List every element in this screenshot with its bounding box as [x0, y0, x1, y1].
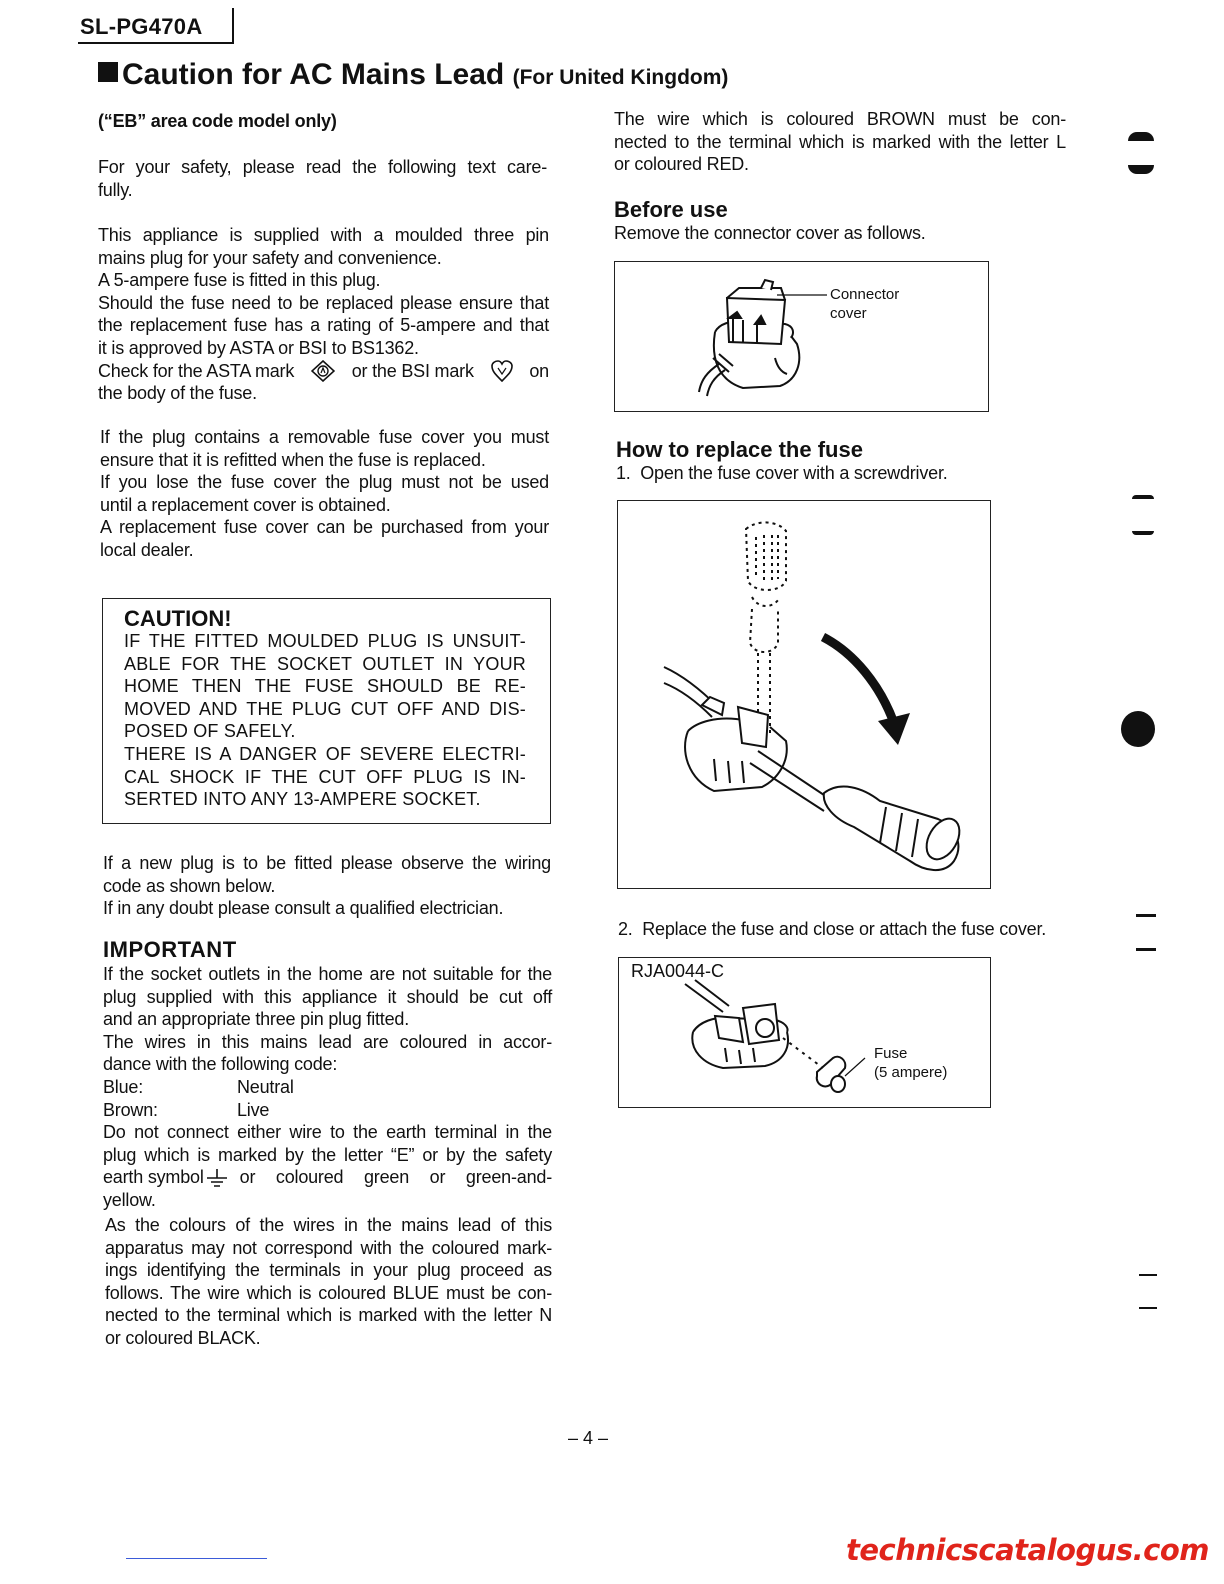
caution-line: SERTED INTO ANY 13-AMPERE SOCKET. — [124, 789, 481, 810]
caution-line: POSED OF SAFELY. — [124, 721, 296, 742]
earth-line: plug which is marked by the letter “E” or by the safety — [103, 1144, 552, 1165]
caution-line: CAL SHOCK IF THE CUT OFF PLUG IS IN- — [124, 766, 526, 787]
earth-symbol-icon — [204, 1167, 230, 1189]
colours-line: ings identifying the terminals in your plug proceed as — [105, 1260, 552, 1281]
important-line: dance with the following code: — [103, 1054, 338, 1075]
colours-line: nected to the terminal which is marked with the letter N — [105, 1305, 552, 1326]
edge-mark — [1128, 165, 1154, 174]
caution-line: THERE IS A DANGER OF SEVERE ELECTRI- — [124, 743, 526, 764]
edge-mark — [1139, 1307, 1157, 1309]
check-middle: or the BSI mark — [351, 360, 474, 381]
cover-line: A replacement fuse cover can be purchased from your — [100, 517, 549, 538]
wire-colour: Blue: — [103, 1076, 144, 1097]
cover-line: If the plug contains a removable fuse cover you must — [100, 427, 549, 447]
cover-line: local dealer. — [100, 539, 194, 560]
edge-mark — [1139, 1274, 1157, 1276]
check-marks-line — [98, 360, 549, 383]
caution-line: MOVED AND THE PLUG CUT OFF AND DIS- — [124, 698, 526, 719]
colours-line: or coloured BLACK. — [105, 1327, 261, 1348]
earth-end: yellow. — [103, 1189, 156, 1210]
title-main: Caution for AC Mains Lead — [122, 58, 505, 91]
earth-symbol-before: earth symbol — [103, 1167, 204, 1188]
wire-colour: Brown: — [103, 1099, 158, 1120]
earth-line: Do not connect either wire to the earth terminal in the — [103, 1122, 552, 1143]
replace-fuse-title: How to replace the fuse — [616, 437, 863, 462]
model-number: SL-PG470A — [80, 14, 203, 39]
safety-line: fully. — [98, 179, 133, 200]
figure-fuse — [618, 957, 991, 1108]
important-line: The wires in this mains lead are coloured in accor- — [103, 1031, 552, 1052]
check-before: Check for the ASTA mark — [98, 360, 295, 381]
edge-mark — [1132, 495, 1154, 499]
safety-line: For your safety, please read the following text care- — [98, 157, 547, 177]
supply-paragraph — [98, 224, 549, 405]
colours-line: apparatus may not correspond with the coloured mark- — [105, 1237, 552, 1258]
caution-line: HOME THEN THE FUSE SHOULD BE RE- — [124, 676, 526, 697]
brown-paragraph — [614, 108, 1066, 176]
cover-line: If you lose the fuse cover the plug must not be used — [100, 472, 549, 493]
fuse-label — [874, 1044, 947, 1082]
cover-line: ensure that it is refitted when the fuse is replaced. — [100, 449, 486, 470]
colours-paragraph — [105, 1214, 552, 1350]
footer-rule — [126, 1558, 267, 1559]
newplug-line: code as shown below. — [103, 875, 276, 896]
important-paragraph — [103, 963, 552, 1212]
step-2: 2. Replace the fuse and close or attach the fuse cover. — [618, 919, 1047, 939]
title-sub: (For United Kingdom) — [512, 66, 729, 89]
earth-symbol-line — [103, 1166, 552, 1189]
colours-line: follows. The wire which is coloured BLUE must be con- — [105, 1282, 552, 1303]
edge-mark — [1121, 711, 1155, 747]
before-use-title: Before use — [614, 197, 728, 222]
label-line: cover — [830, 305, 867, 322]
supply-line: This appliance is supplied with a moulded three pin — [98, 225, 549, 245]
supply-line: it is approved by ASTA or BSI to BS1362. — [98, 337, 419, 358]
safety-paragraph — [98, 156, 547, 201]
before-use-text: Remove the connector cover as follows. — [614, 223, 926, 243]
supply-line: the replacement fuse has a rating of 5-ampere and that — [98, 315, 549, 336]
wire-use: Live — [237, 1099, 270, 1120]
plug-connector-illustration — [615, 262, 987, 410]
watermark: technicscatalogus.com — [846, 1533, 1209, 1567]
earth-symbol-after: or coloured green or green-and- — [239, 1167, 552, 1188]
connector-cover-label — [830, 285, 899, 323]
cover-line: until a replacement cover is obtained. — [100, 494, 391, 515]
edge-mark — [1128, 132, 1154, 141]
supply-line: mains plug for your safety and convenience. — [98, 247, 442, 268]
important-line: and an appropriate three pin plug fitted. — [103, 1009, 410, 1030]
newplug-line: If a new plug is to be fitted please observe the wiring — [103, 853, 551, 873]
wire-use: Neutral — [237, 1076, 294, 1097]
important-line: If the socket outlets in the home are not suitable for the — [103, 964, 552, 984]
important-title: IMPORTANT — [103, 937, 237, 962]
edge-mark — [1132, 531, 1154, 535]
edge-mark — [1136, 948, 1156, 951]
page-number: – 4 – — [568, 1428, 609, 1448]
edge-mark — [1136, 914, 1156, 917]
part-code: RJA0044-C — [631, 961, 725, 981]
label-line: Fuse — [874, 1045, 908, 1062]
bullet-square-icon — [98, 62, 118, 82]
brown-line: nected to the terminal which is marked with the letter L — [614, 131, 1066, 152]
area-note: (“EB” area code model only) — [98, 111, 337, 131]
model-tab — [78, 8, 234, 44]
brown-line: or coloured RED. — [614, 154, 749, 175]
caution-line: ABLE FOR THE SOCKET OUTLET IN YOUR — [124, 653, 526, 674]
check-line-2: the body of the fuse. — [98, 383, 257, 404]
step-1: 1. Open the fuse cover with a screwdriver. — [616, 463, 948, 483]
screwdriver-illustration — [618, 501, 989, 887]
label-line: Connector — [830, 286, 900, 303]
wire-row — [103, 1076, 552, 1099]
figure-connector-cover — [614, 261, 989, 412]
label-line: (5 ampere) — [874, 1064, 948, 1081]
supply-line: Should the fuse need to be replaced please ensure that — [98, 292, 549, 313]
newplug-paragraph — [103, 852, 551, 920]
page-title — [98, 58, 728, 92]
brown-line: The wire which is coloured BROWN must be con- — [614, 109, 1066, 129]
caution-line: IF THE FITTED MOULDED PLUG IS UNSUIT- — [124, 631, 526, 651]
supply-line: A 5-ampere fuse is fitted in this plug. — [98, 270, 381, 291]
figure-screwdriver — [617, 500, 991, 889]
newplug-line: If in any doubt please consult a qualified electrician. — [103, 898, 504, 919]
asta-mark-icon — [311, 360, 335, 382]
bsi-kitemark-icon — [491, 360, 513, 382]
caution-text — [124, 630, 526, 811]
fuse-illustration — [619, 958, 989, 1106]
check-after: on — [529, 360, 549, 381]
wire-row — [103, 1099, 552, 1122]
caution-title: CAUTION! — [124, 606, 232, 631]
colours-line: As the colours of the wires in the mains lead of this — [105, 1215, 552, 1235]
important-line: plug supplied with this appliance it should be cut off — [103, 986, 552, 1007]
cover-paragraph — [100, 426, 549, 562]
